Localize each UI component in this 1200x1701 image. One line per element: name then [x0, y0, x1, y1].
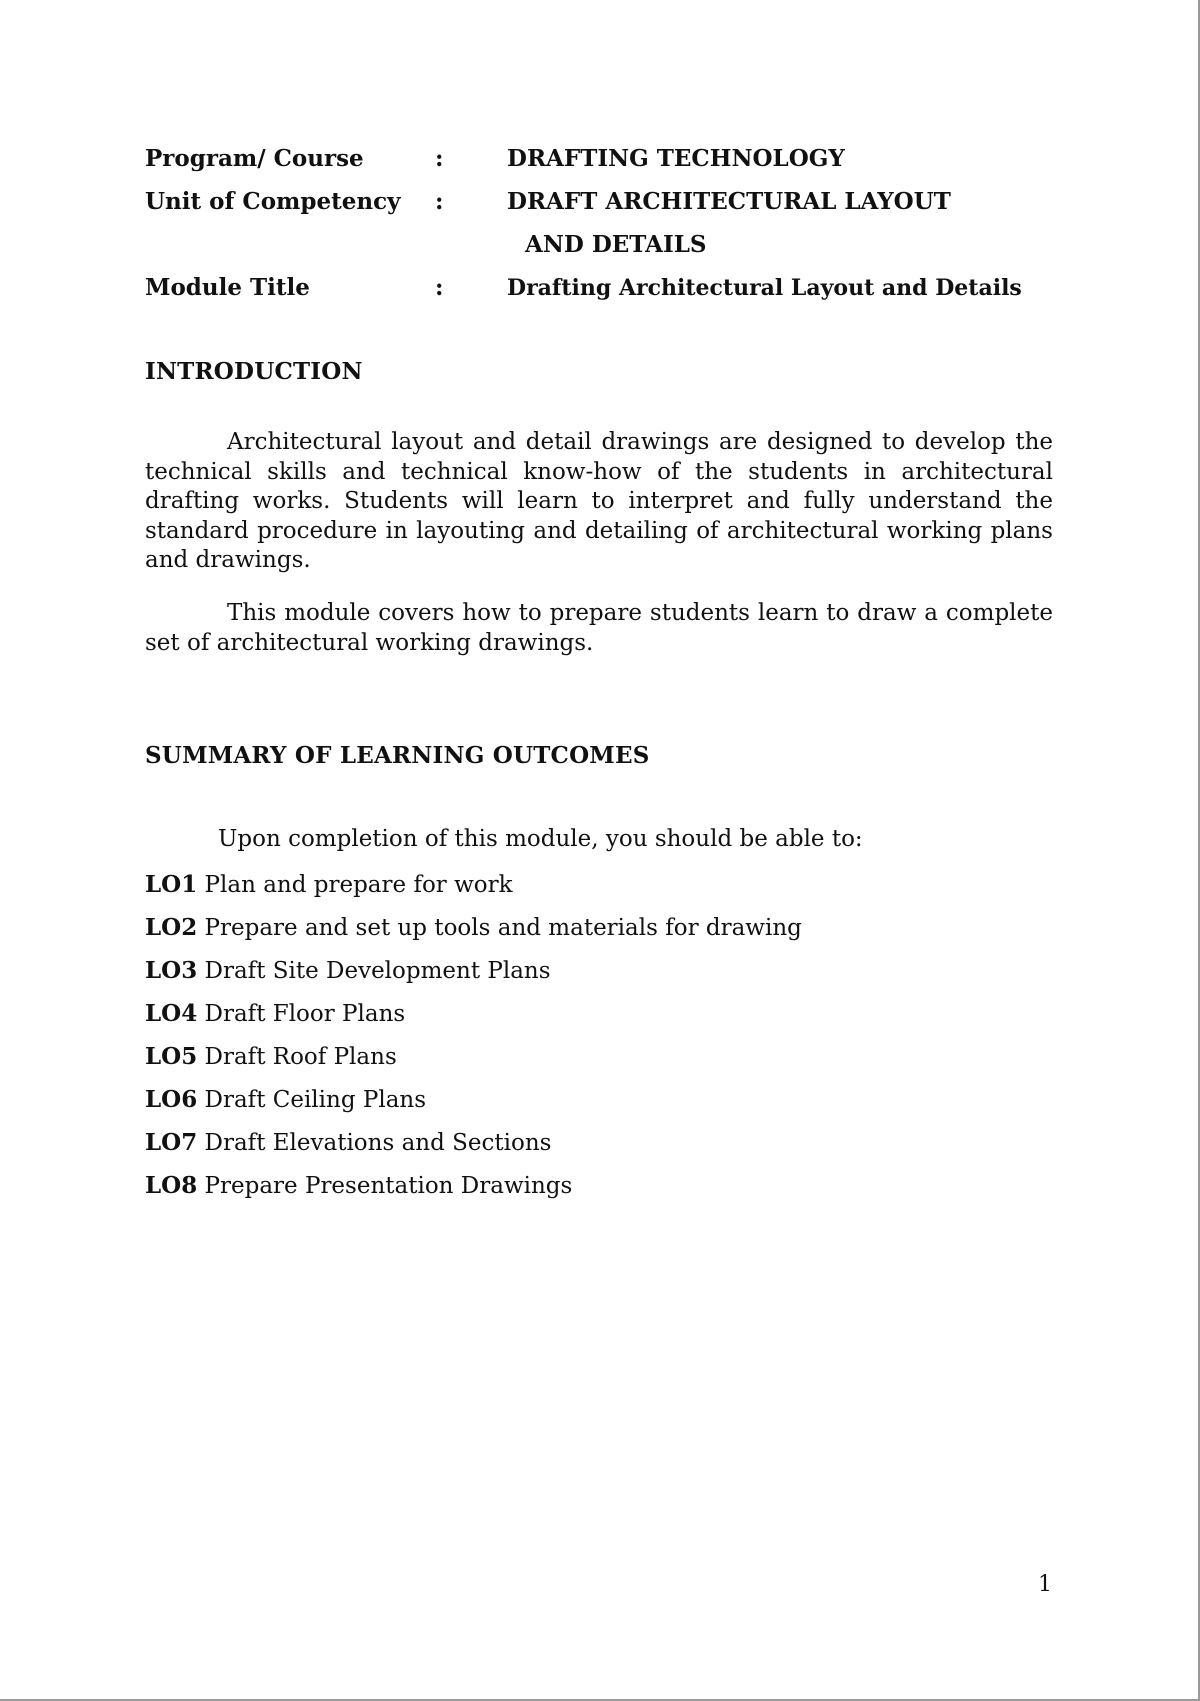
learning-outcomes-list — [145, 868, 802, 1212]
unit-separator: : — [435, 188, 444, 215]
module-label: Module Title — [145, 274, 310, 301]
learning-outcome-code: LO2 — [145, 914, 198, 941]
introduction-heading: INTRODUCTION — [145, 358, 363, 385]
introduction-paragraph-2: This module covers how to prepare students learn to draw a complete set of architectural working drawings. — [145, 600, 1053, 656]
learning-outcome-item — [145, 911, 802, 954]
learning-outcome-text: Draft Floor Plans — [204, 1001, 406, 1027]
summary-heading: SUMMARY OF LEARNING OUTCOMES — [145, 742, 650, 769]
outcomes-lead: Upon completion of this module, you should be able to: — [218, 826, 863, 852]
learning-outcome-text: Prepare and set up tools and materials for drawing — [204, 915, 802, 941]
learning-outcome-text: Draft Site Development Plans — [204, 958, 551, 984]
learning-outcome-item — [145, 1126, 802, 1169]
learning-outcome-text: Plan and prepare for work — [204, 872, 513, 898]
introduction-paragraph-1: Architectural layout and detail drawings are designed to develop the technical skills and technical know-how of the students in architectural drafting works. Students will learn to interpret and fully understand the standard procedure in layouting and detailing of architectural working plans and drawings. — [145, 429, 1053, 573]
learning-outcome-item — [145, 1169, 802, 1212]
unit-value-line1: DRAFT ARCHITECTURAL LAYOUT — [507, 188, 951, 215]
module-row — [145, 271, 1065, 314]
program-row — [145, 142, 1065, 185]
learning-outcome-text: Draft Elevations and Sections — [204, 1130, 552, 1156]
program-value: DRAFTING TECHNOLOGY — [507, 145, 845, 172]
learning-outcome-item — [145, 1040, 802, 1083]
learning-outcome-text: Draft Ceiling Plans — [204, 1087, 427, 1113]
learning-outcome-code: LO3 — [145, 957, 198, 984]
learning-outcome-item — [145, 954, 802, 997]
learning-outcome-code: LO6 — [145, 1086, 198, 1113]
learning-outcome-item — [145, 1083, 802, 1126]
unit-row — [145, 185, 1065, 228]
learning-outcome-code: LO7 — [145, 1129, 198, 1156]
unit-row-continued — [145, 228, 1065, 271]
module-separator: : — [435, 274, 444, 301]
learning-outcome-code: LO1 — [145, 871, 198, 898]
learning-outcome-item — [145, 997, 802, 1040]
unit-value-line2: AND DETAILS — [525, 231, 707, 258]
module-value: Drafting Architectural Layout and Details — [507, 275, 1022, 301]
program-label: Program/ Course — [145, 145, 364, 172]
module-info-block — [145, 142, 1065, 314]
unit-label: Unit of Competency — [145, 188, 401, 215]
learning-outcome-item — [145, 868, 802, 911]
learning-outcome-text: Draft Roof Plans — [204, 1044, 397, 1070]
learning-outcome-text: Prepare Presentation Drawings — [204, 1173, 573, 1199]
page-number: 1 — [1038, 1572, 1052, 1597]
learning-outcome-code: LO5 — [145, 1043, 198, 1070]
program-separator: : — [435, 145, 444, 172]
learning-outcome-code: LO8 — [145, 1172, 198, 1199]
learning-outcome-code: LO4 — [145, 1000, 198, 1027]
